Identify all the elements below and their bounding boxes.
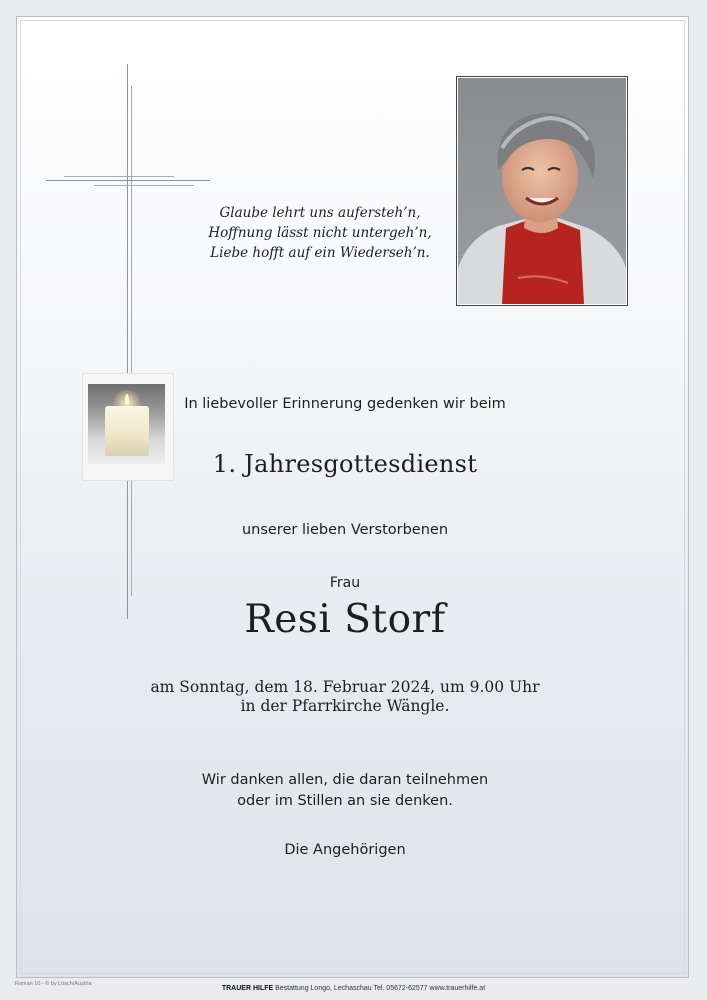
service-location: in der Pfarrkirche Wängle.	[240, 697, 450, 715]
footer-text: Bestattung Longo, Lechaschau Tel. 05672-62577 www.trauerhilfe.at	[275, 985, 486, 992]
copyright-note: Roman 10 - © by Lösch/Austria	[15, 981, 92, 987]
footer-brand: TRAUER HILFE	[221, 985, 274, 992]
service-title: 1. Jahresgottesdienst	[212, 450, 478, 478]
footer-credit	[0, 985, 707, 992]
service-date: am Sonntag, dem 18. Februar 2024, um 9.00 Uhr	[150, 678, 540, 696]
portrait-photo	[458, 78, 626, 304]
poem-line: Liebe hofft auf ein Wiederseh’n.	[210, 245, 430, 261]
intro-text: In liebevoller Erinnerung gedenken wir beim	[184, 396, 506, 412]
poem-line: Hoffnung lässt nicht untergeh’n,	[208, 225, 432, 241]
subline-text: unserer lieben Verstorbenen	[241, 522, 449, 538]
thanks-line: oder im Stillen an sie denken.	[237, 793, 453, 809]
thanks-line: Wir danken allen, die daran teilnehmen	[201, 772, 489, 788]
deceased-name: Resi Storf	[244, 597, 446, 642]
poem-line: Glaube lehrt uns aufersteh’n,	[219, 205, 421, 221]
salutation: Frau	[329, 575, 361, 591]
poem	[190, 203, 450, 263]
signature: Die Angehörigen	[284, 842, 406, 858]
